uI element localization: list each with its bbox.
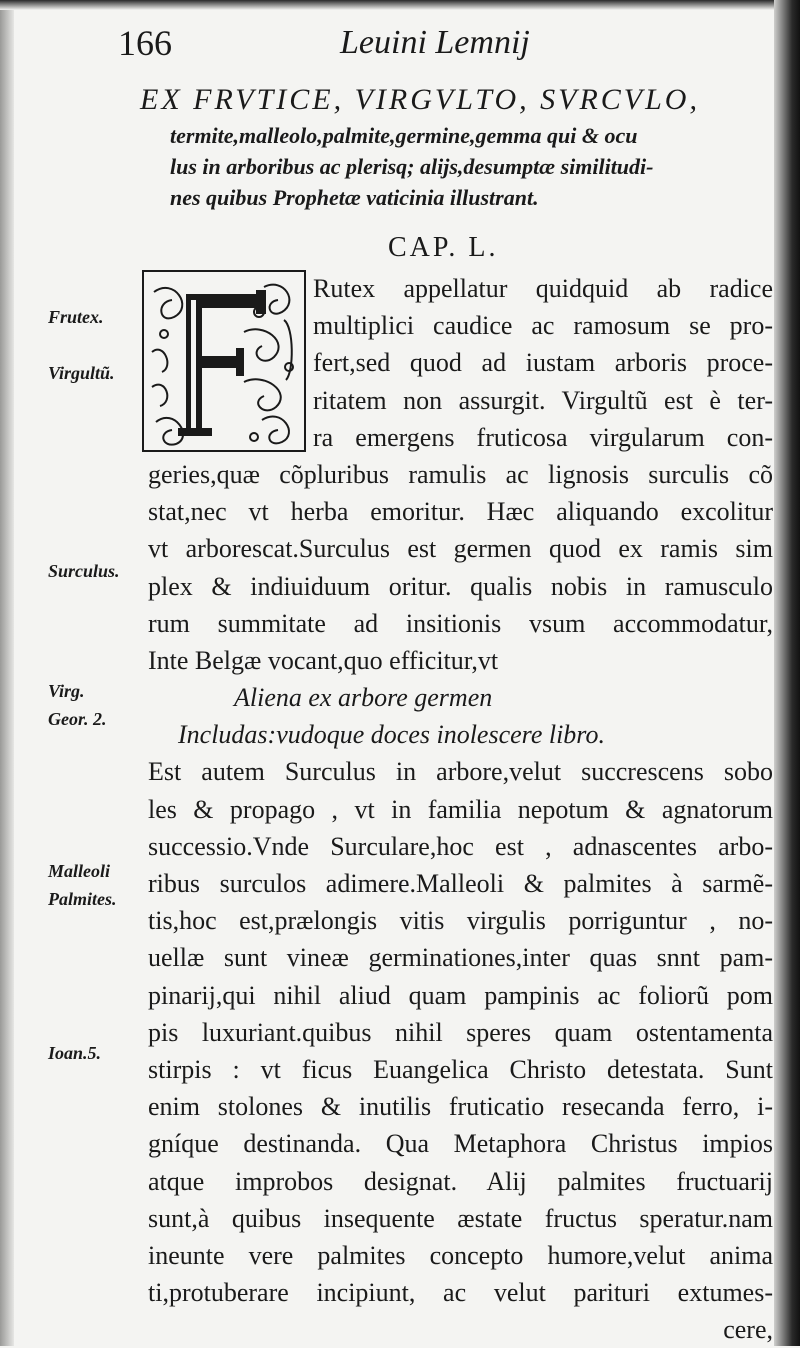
margin-note: Frutex. (48, 307, 104, 327)
text-line: multiplici caudice ac ramosum se pro- (313, 311, 773, 341)
chapter-title-line: lus in arboribus ac plerisq; alijs,desumptæ similitudi- (170, 154, 654, 179)
page-edge-top (0, 0, 800, 10)
text-line: successio.Vnde Surculare,hoc est , adnascentes arbo- (148, 831, 773, 861)
running-head: Leuini Lemnij (340, 24, 530, 61)
text-line: ra emergens fruticosa virgularum con- (313, 422, 773, 452)
text-line: Est autem Surculus in arbore,velut succrescens sobo (148, 757, 773, 787)
chapter-title (140, 80, 780, 213)
text-line: stat,nec vt herba emoritur. Hæc aliquando excolitur (148, 497, 773, 527)
text-line: sunt,à quibus insequente æstate fructus speratur.nam (148, 1203, 773, 1233)
text-line: ritatem non assurgit. Virgultũ est è ter- (313, 385, 773, 415)
margin-note: Virgultũ. (48, 363, 115, 383)
page-number: 166 (118, 23, 172, 63)
text-line: enim stolones & inutilis fruticatio resecanda ferro, i- (148, 1092, 773, 1122)
text-line: stirpis : vt ficus Euangelica Christo detestata. Sunt (148, 1054, 773, 1084)
margin-note: Surculus. (48, 561, 120, 581)
page-header (118, 22, 758, 72)
text-line: ti,protuberare incipiunt, ac velut parituri extumes- (148, 1278, 773, 1308)
text-line: cere, (723, 1315, 773, 1345)
text-line: tis,hoc est,prælongis vitis virgulis porriguntur , no- (148, 906, 773, 936)
text-line: geries,quæ cõpluribus ramulis ac lignosis surculis cõ (148, 459, 773, 489)
margin-note: Malleoli (48, 861, 110, 881)
text-line: pinarij,qui nihil aliud quam pampinis ac foliorũ pom (148, 980, 773, 1010)
text-line: Rutex appellatur quidquid ab radice (313, 274, 773, 303)
text-line: plex & indiuiduum oritur. qualis nobis in ramusculo (148, 571, 773, 601)
verse-line: Aliena ex arbore germen (234, 683, 493, 713)
margin-note: Virg. (48, 681, 85, 701)
page-edge-left (0, 0, 14, 1346)
text-line: vt arborescat.Surculus est germen quod ex ramis sim (148, 534, 773, 564)
text-line: pis luxuriant.quibus nihil speres quam ostentamenta (148, 1017, 773, 1047)
chapter-title-line: termite,malleolo,palmite,germine,gemma qui & ocu (170, 123, 638, 148)
text-line: gníque destinanda. Qua Metaphora Christus impios (148, 1129, 773, 1159)
text-line: rum summitate ad insitionis vsum accommodatur, (148, 608, 773, 638)
text-line: les & propago , vt in familia nepotum & agnatorum (148, 794, 773, 824)
drop-cap-initial (142, 270, 306, 452)
text-line: atque improbos designat. Alij palmites fructuarij (148, 1166, 773, 1196)
margin-note: Ioan.5. (48, 1043, 102, 1063)
text-line: Inte Belgæ vocant,quo efficitur,vt (148, 645, 499, 675)
chapter-title-line: nes quibus Prophetæ vaticinia illustrant. (170, 185, 539, 210)
margin-note: Palmites. (48, 889, 117, 909)
floral-ornament-icon (144, 272, 304, 450)
chapter-heading: CAP. L. (388, 232, 499, 263)
verse-line: Includas:vudoque doces inolescere libro. (178, 720, 605, 750)
text-line: ineunte vere palmites concepto humore,velut anima (148, 1240, 773, 1270)
chapter-title-line: EX FRVTICE, VIRGVLTO, SVRCVLO, (140, 83, 700, 116)
margin-note: Geor. 2. (48, 709, 107, 729)
text-line: ribus surculos adimere.Malleoli & palmites à sarmẽ- (148, 869, 773, 898)
text-line: uellæ sunt vineæ germinationes,inter quas snnt pam- (148, 943, 773, 973)
text-line: fert,sed quod ad iustam arboris proce- (313, 348, 773, 378)
